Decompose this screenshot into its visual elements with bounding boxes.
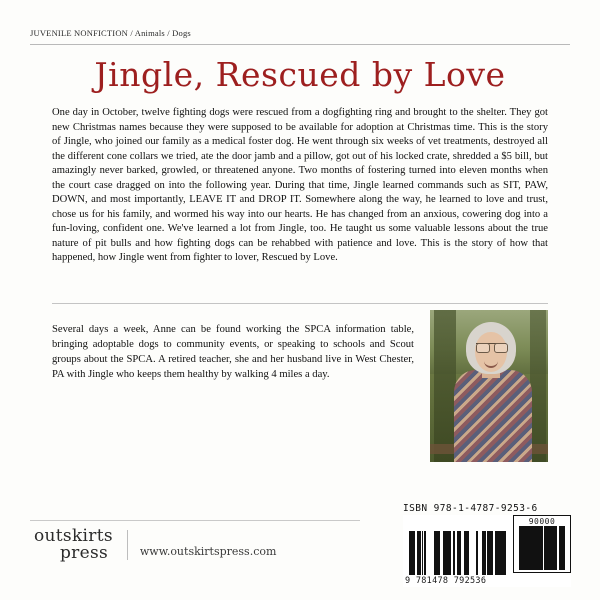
publisher-name-line2: press <box>60 543 109 563</box>
top-divider <box>30 44 570 45</box>
logo-divider <box>127 530 128 560</box>
ean-barcode <box>403 531 509 587</box>
bottom-divider <box>30 520 360 521</box>
barcode-area <box>403 515 571 587</box>
glasses-left-lens-icon <box>476 343 490 353</box>
glasses-right-lens-icon <box>494 343 508 353</box>
photo-torso <box>454 370 532 462</box>
bisac-category: JUVENILE NONFICTION / Animals / Dogs <box>30 28 191 38</box>
author-bio: Several days a week, Anne can be found working the SPCA information table, bringing adoptable dogs to community events, or speaking to schools and Scout groups about the SPCA. A retired teacher, she and her husband live in West Chester, PA with Jingle who keeps them healthy by walking 4 miles a day. <box>52 324 414 381</box>
photo-tree-right <box>530 310 546 462</box>
middle-divider <box>52 303 548 304</box>
page-title: Jingle, Rescued by Love <box>94 55 506 94</box>
publisher-name <box>34 528 113 562</box>
photo-tree-left <box>434 310 456 462</box>
price-barcode <box>513 515 571 573</box>
price-code-label: 90000 <box>528 517 556 526</box>
publisher-logo <box>34 528 276 562</box>
book-description: One day in October, twelve fighting dogs were rescued from a dogfighting ring and brought to the shelter. They got new Christmas names because they were supposed to be available for adoption at Christmas time. This is the story of Jingle, who joined our family as a medical foster dog. He went through six weeks of vet treatments, destroyed all the different cone collars we tried, ate the door jamb and a pillow, got out of his locked crate, shredded a $5 bill, but amazingly never barked, growled, or threatened anyone. Two months of fostering turned into eleven months when the court case dragged on into the following year. During that time, Jingle learned commands such as SIT, PAW, DOWN, and most importantly, LEAVE IT and DROP IT. Somewhere along the way, he learned to love and trust, chose us for his family, and wormed his way into our hearts. He has changed from an anxious, cowering dog into a fun-loving, confident one. We've learned a lot from Jingle, too. He taught us some valuable lessons about the true nature of pit bulls and how fighting dogs can be rehabbed with patience and love. This is the story of how that happened, how Jingle went from fighter to lover, Rescued by Love. <box>52 107 548 263</box>
isbn-text: ISBN 978-1-4787-9253-6 <box>403 503 538 514</box>
publisher-name-line1: outskirts <box>34 526 113 546</box>
author-photo <box>430 310 548 462</box>
price-barcode-bars <box>514 526 570 570</box>
publisher-url: www.outskirtspress.com <box>139 544 277 558</box>
ean-number-label: 9 781478 792536 <box>405 576 487 586</box>
ean-barcode-bars <box>403 531 509 575</box>
